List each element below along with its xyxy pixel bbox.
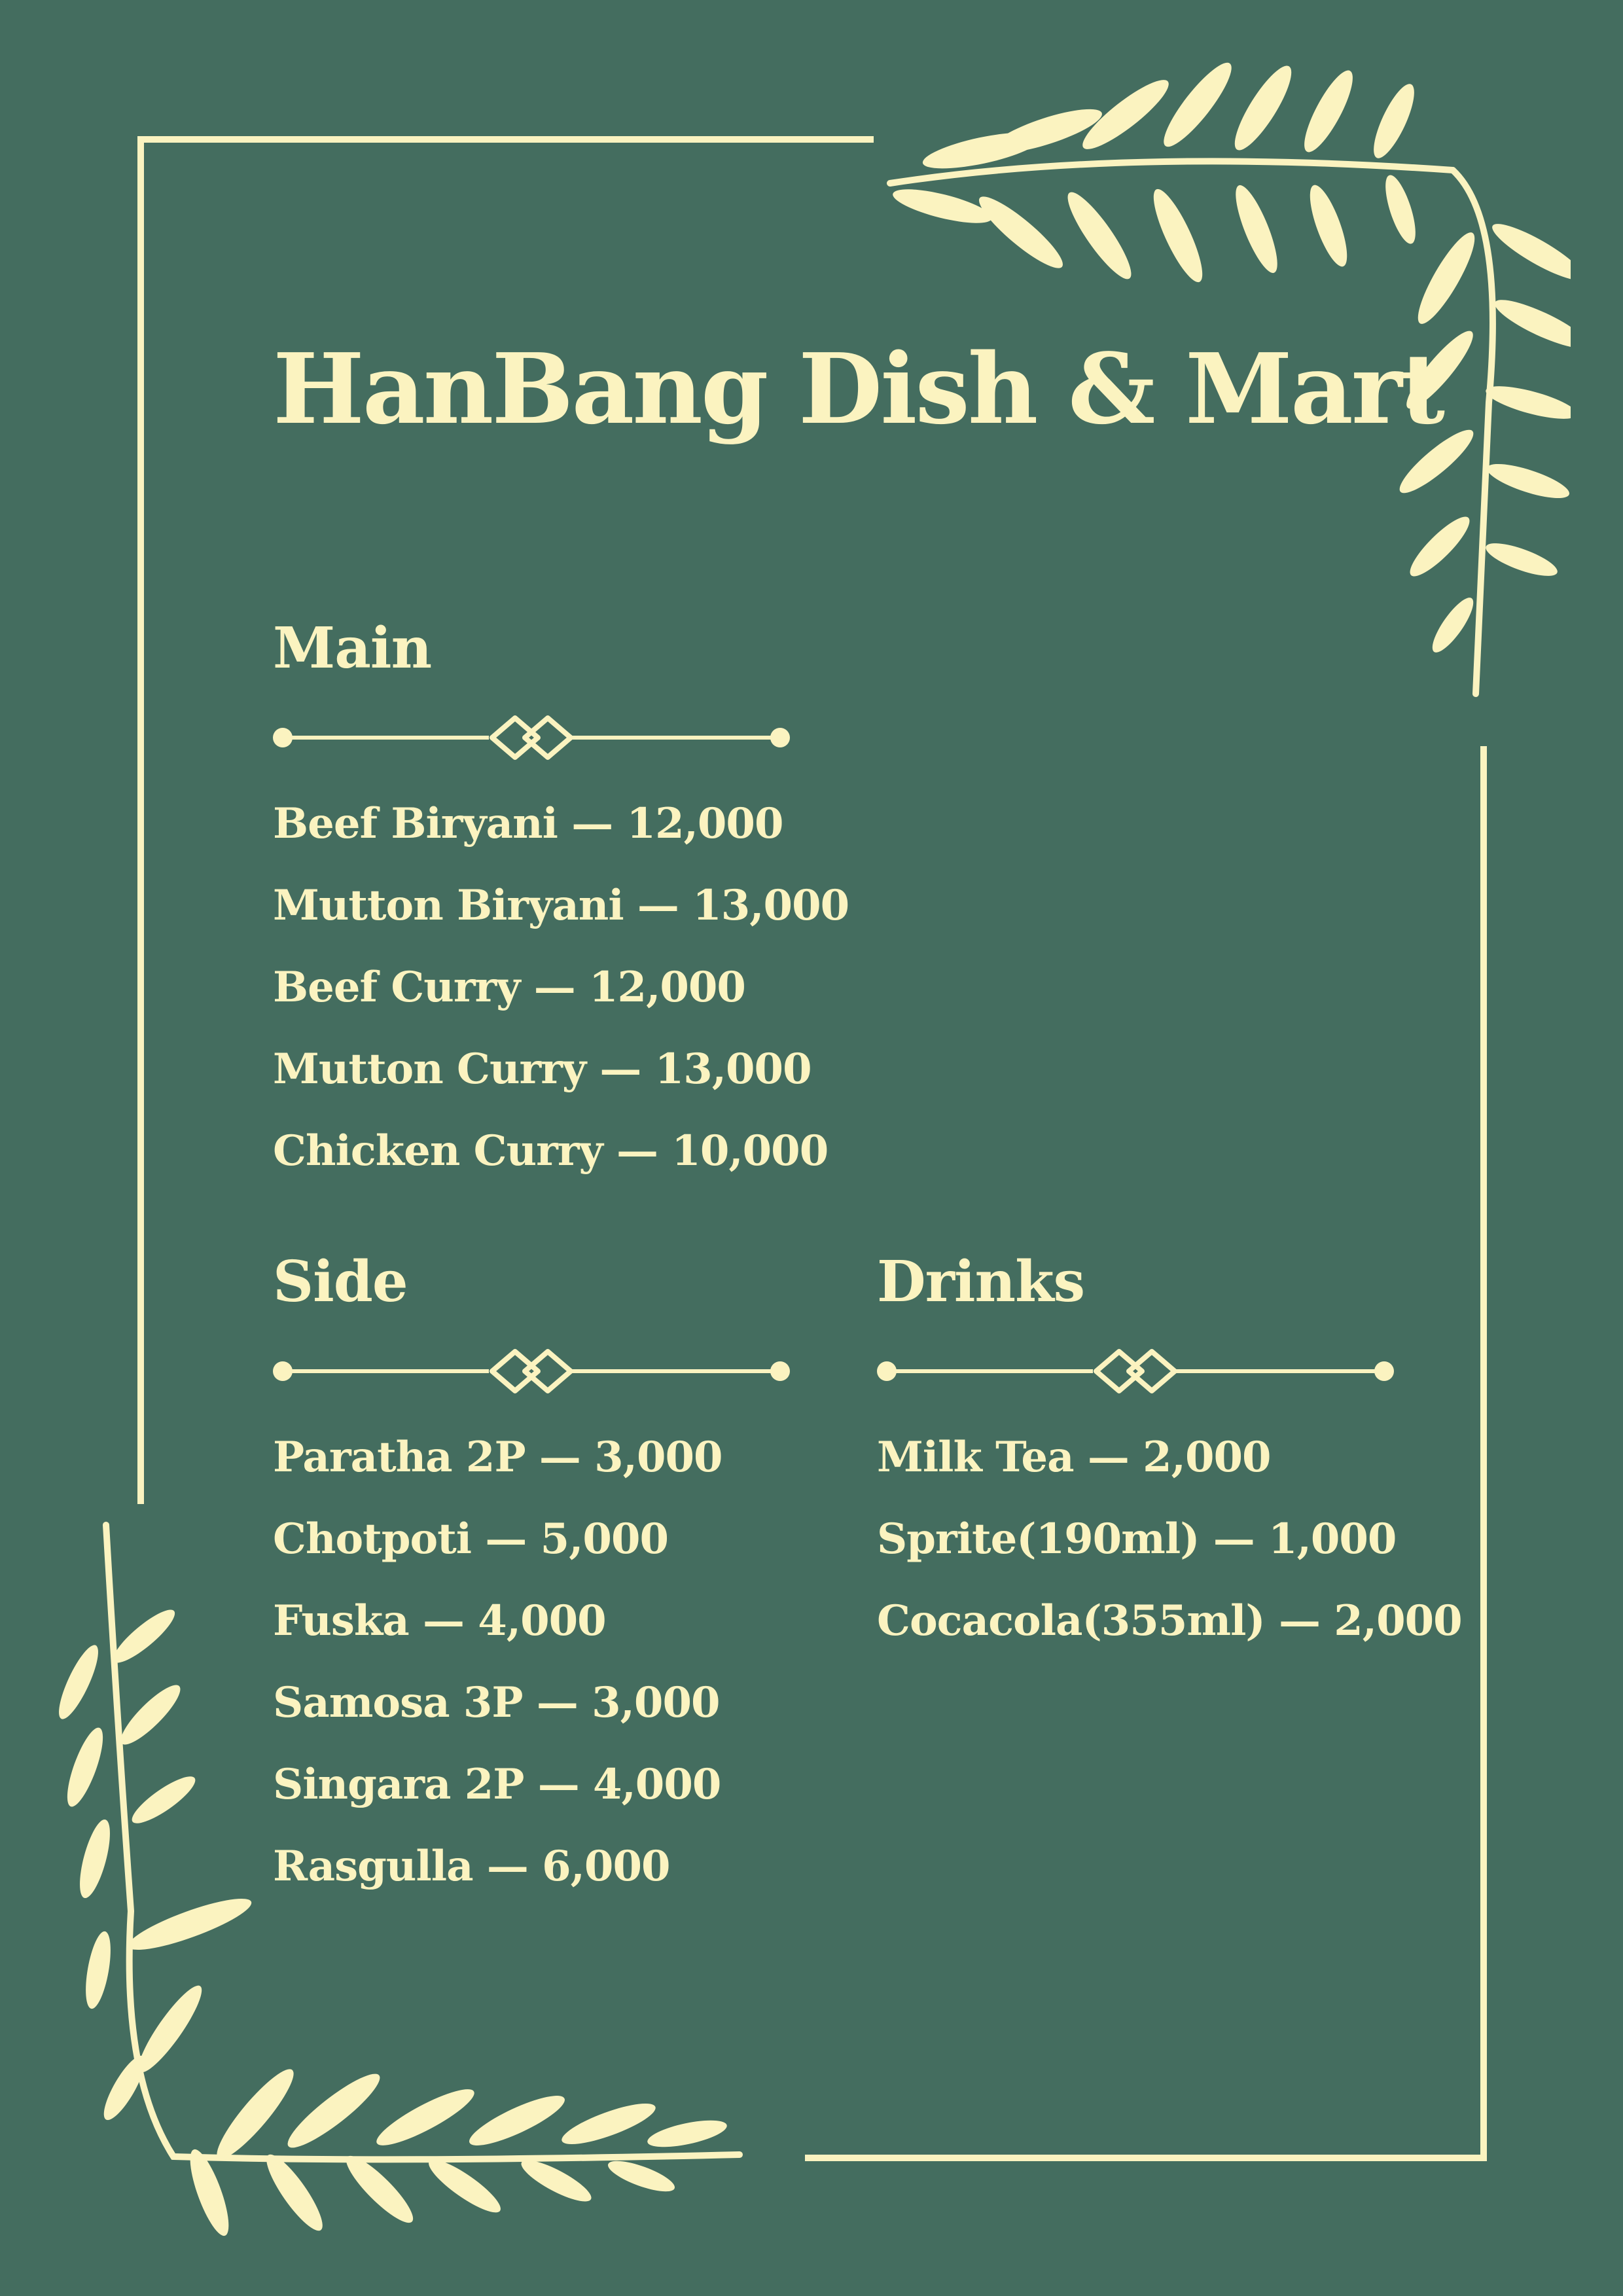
interlocked-diamond-icon: [877, 1348, 1400, 1394]
menu-item: Chicken Curry — 10,000: [273, 1126, 829, 1175]
drinks-section: [877, 1249, 1462, 1662]
frame-left-line: [137, 136, 144, 1504]
drinks-items: [877, 1416, 1462, 1662]
menu-item: Sprite(190ml) — 1,000: [877, 1515, 1397, 1564]
frame-bottom-line: [805, 2155, 1487, 2161]
menu-item: Fuska — 4,000: [273, 1596, 606, 1645]
main-items: [273, 783, 849, 1192]
menu-item: Rasgulla — 6,000: [273, 1842, 670, 1891]
frame-right-line: [1480, 746, 1487, 2161]
main-heading: Main: [273, 615, 432, 681]
menu-item: Chotpoti — 5,000: [273, 1515, 668, 1564]
menu-item: Beef Curry — 12,000: [273, 963, 745, 1012]
restaurant-title: HanBang Dish & Mart: [273, 332, 1444, 446]
menu-item: Beef Biryani — 12,000: [273, 799, 783, 848]
side-section: [273, 1249, 796, 1907]
interlocked-diamond-icon: [273, 715, 796, 761]
side-items: [273, 1416, 796, 1907]
drinks-heading: Drinks: [877, 1249, 1085, 1315]
frame-top-line: [137, 136, 874, 143]
menu-item: Mutton Biryani — 13,000: [273, 881, 849, 930]
menu-item: Singara 2P — 4,000: [273, 1760, 721, 1809]
main-section: [273, 615, 849, 1192]
menu-item: Milk Tea — 2,000: [877, 1433, 1271, 1482]
menu-item: Mutton Curry — 13,000: [273, 1045, 812, 1094]
menu-item: Cocacola(355ml) — 2,000: [877, 1596, 1462, 1645]
menu-item: Samosa 3P — 3,000: [273, 1678, 720, 1727]
side-heading: Side: [273, 1249, 408, 1315]
interlocked-diamond-icon: [273, 1348, 796, 1394]
menu-item: Paratha 2P — 3,000: [273, 1433, 722, 1482]
